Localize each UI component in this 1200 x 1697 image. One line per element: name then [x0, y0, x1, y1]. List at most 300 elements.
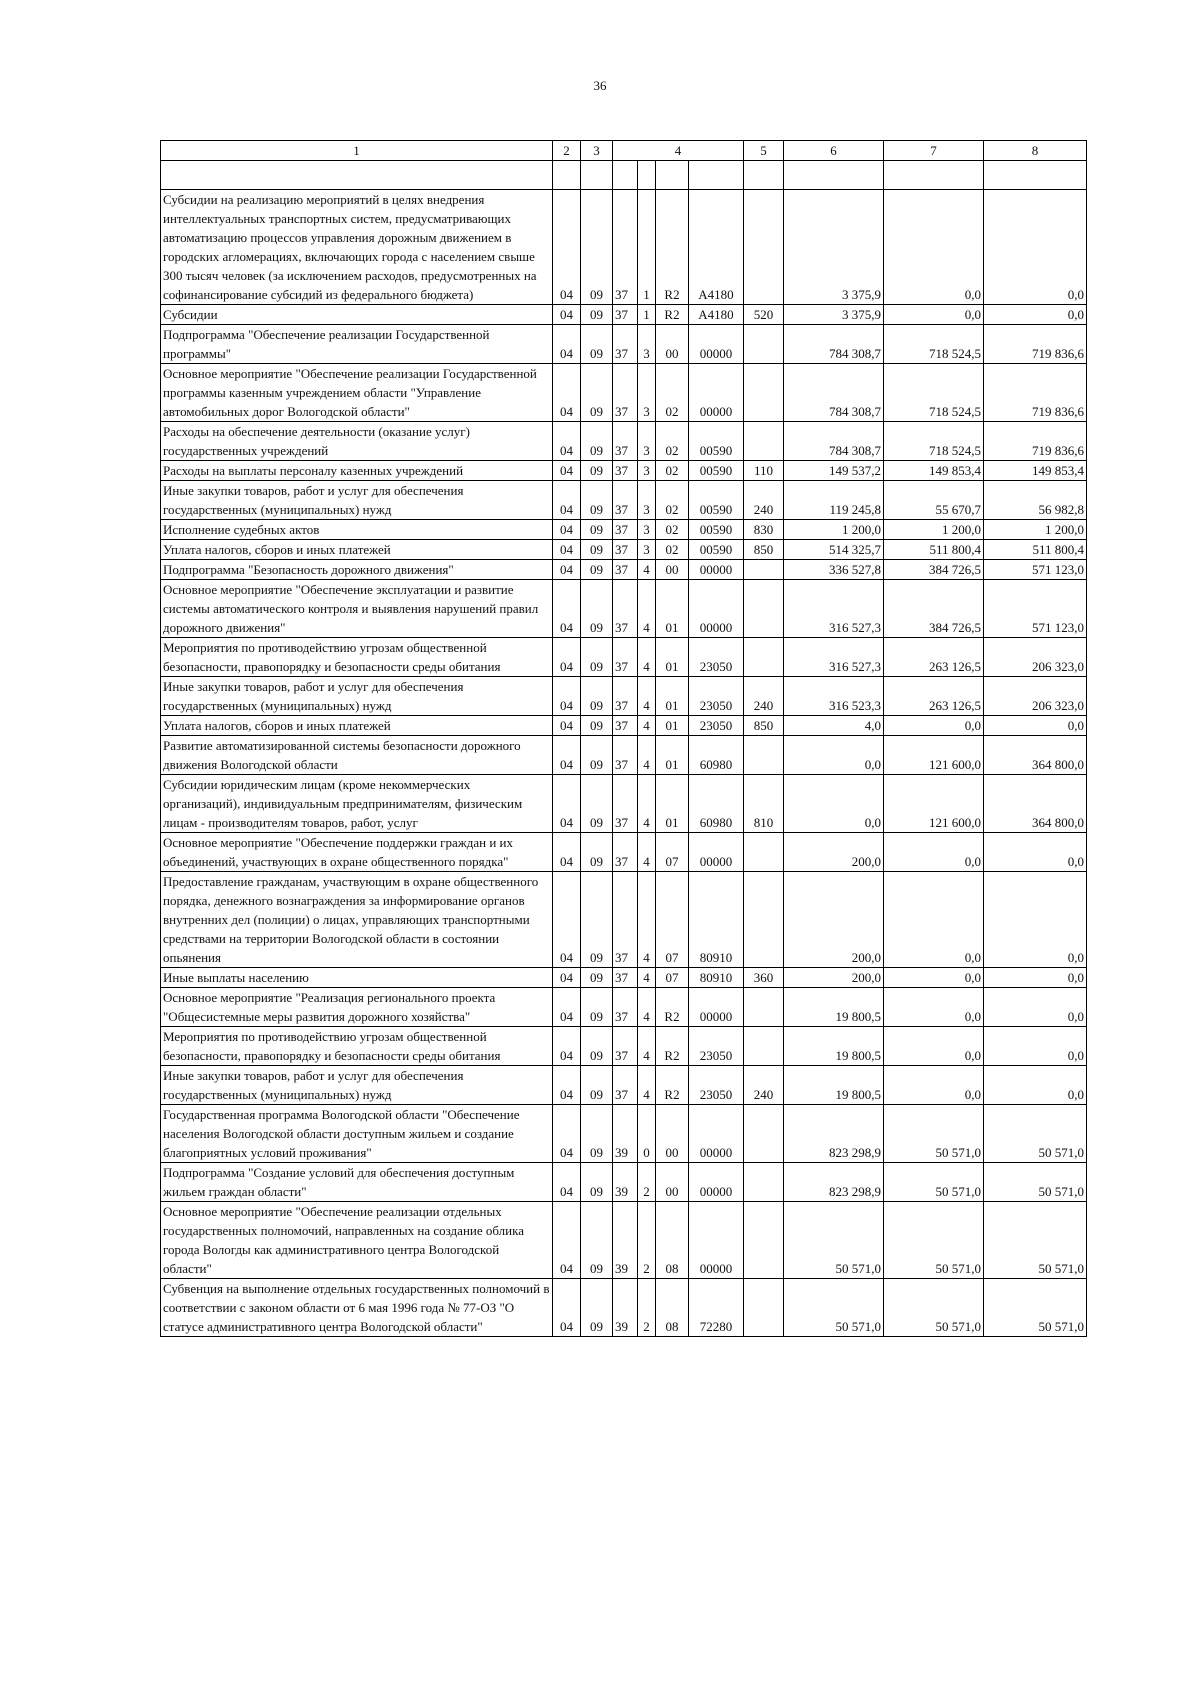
table-row — [161, 1202, 1087, 1279]
subsection-code-cell: 09 — [581, 580, 613, 638]
amount-col6-cell: 336 527,8 — [784, 560, 884, 580]
target-article-program-cell: 37 — [613, 1027, 638, 1066]
section-code-cell: 04 — [553, 190, 581, 305]
amount-col8-cell: 50 571,0 — [984, 1279, 1087, 1337]
amount-col6-cell: 0,0 — [784, 736, 884, 775]
section-code-cell: 04 — [553, 1105, 581, 1163]
target-article-measure-cell: 01 — [656, 775, 689, 833]
target-article-direction-cell: A4180 — [689, 305, 744, 325]
subsection-code-cell: 09 — [581, 638, 613, 677]
target-article-subprogram-cell: 3 — [638, 461, 656, 481]
expense-type-cell: 240 — [744, 677, 784, 716]
table-body — [161, 161, 1087, 1337]
header-col-5: 5 — [744, 141, 784, 161]
amount-col7-cell: 511 800,4 — [884, 540, 984, 560]
desc-cell: Иные закупки товаров, работ и услуг для обеспечения государственных (муниципальных) нужд — [161, 677, 553, 716]
table-row — [161, 520, 1087, 540]
amount-col8-cell — [984, 161, 1087, 190]
target-article-subprogram-cell: 3 — [638, 422, 656, 461]
desc-cell: Расходы на выплаты персоналу казенных учреждений — [161, 461, 553, 481]
amount-col6-cell: 200,0 — [784, 833, 884, 872]
target-article-direction-cell: 00000 — [689, 1202, 744, 1279]
header-col-6: 6 — [784, 141, 884, 161]
target-article-measure-cell: 01 — [656, 716, 689, 736]
section-code-cell: 04 — [553, 560, 581, 580]
section-code-cell: 04 — [553, 775, 581, 833]
desc-cell: Государственная программа Вологодской области "Обеспечение населения Вологодской области доступным жильем и создание благоприятных условий проживания" — [161, 1105, 553, 1163]
target-article-direction-cell: A4180 — [689, 190, 744, 305]
budget-table — [160, 140, 1087, 1337]
section-code-cell: 04 — [553, 422, 581, 461]
amount-col6-cell: 316 527,3 — [784, 580, 884, 638]
subsection-code-cell: 09 — [581, 988, 613, 1027]
expense-type-cell: 110 — [744, 461, 784, 481]
table-row — [161, 190, 1087, 305]
table-row — [161, 736, 1087, 775]
expense-type-cell — [744, 364, 784, 422]
target-article-subprogram-cell: 4 — [638, 638, 656, 677]
target-article-direction-cell: 00000 — [689, 1105, 744, 1163]
amount-col7-cell: 55 670,7 — [884, 481, 984, 520]
amount-col8-cell: 206 323,0 — [984, 638, 1087, 677]
desc-cell: Основное мероприятие "Обеспечение поддержки граждан и их объединений, участвующих в охране общественного порядка" — [161, 833, 553, 872]
amount-col7-cell: 0,0 — [884, 716, 984, 736]
amount-col7-cell: 121 600,0 — [884, 775, 984, 833]
subsection-code-cell: 09 — [581, 190, 613, 305]
target-article-program-cell: 37 — [613, 305, 638, 325]
desc-cell: Субсидии юридическим лицам (кроме некоммерческих организаций), индивидуальным предпринимателям, физическим лицам - производителям товаров, работ, услуг — [161, 775, 553, 833]
desc-cell: Мероприятия по противодействию угрозам общественной безопасности, правопорядку и безопасности среды обитания — [161, 1027, 553, 1066]
amount-col7-cell: 121 600,0 — [884, 736, 984, 775]
amount-col7-cell: 50 571,0 — [884, 1279, 984, 1337]
amount-col8-cell: 50 571,0 — [984, 1202, 1087, 1279]
section-code-cell: 04 — [553, 1163, 581, 1202]
section-code-cell: 04 — [553, 1279, 581, 1337]
amount-col6-cell: 200,0 — [784, 872, 884, 968]
desc-cell: Подпрограмма "Безопасность дорожного движения" — [161, 560, 553, 580]
target-article-direction-cell: 23050 — [689, 716, 744, 736]
subsection-code-cell: 09 — [581, 1066, 613, 1105]
amount-col8-cell: 719 836,6 — [984, 325, 1087, 364]
table-row — [161, 364, 1087, 422]
amount-col8-cell: 0,0 — [984, 1066, 1087, 1105]
amount-col6-cell: 784 308,7 — [784, 325, 884, 364]
target-article-program-cell — [613, 161, 638, 190]
table-row — [161, 1163, 1087, 1202]
expense-type-cell — [744, 1105, 784, 1163]
table-row — [161, 481, 1087, 520]
header-col-1: 1 — [161, 141, 553, 161]
target-article-program-cell: 39 — [613, 1105, 638, 1163]
header-col-3: 3 — [581, 141, 613, 161]
table-row — [161, 677, 1087, 716]
subsection-code-cell: 09 — [581, 422, 613, 461]
amount-col8-cell: 149 853,4 — [984, 461, 1087, 481]
expense-type-cell — [744, 422, 784, 461]
target-article-direction-cell: 23050 — [689, 638, 744, 677]
target-article-measure-cell: 02 — [656, 461, 689, 481]
header-col-8: 8 — [984, 141, 1087, 161]
subsection-code-cell: 09 — [581, 481, 613, 520]
amount-col8-cell: 364 800,0 — [984, 775, 1087, 833]
amount-col8-cell: 206 323,0 — [984, 677, 1087, 716]
target-article-measure-cell: 01 — [656, 638, 689, 677]
target-article-direction-cell: 60980 — [689, 736, 744, 775]
amount-col8-cell: 719 836,6 — [984, 422, 1087, 461]
target-article-subprogram-cell: 1 — [638, 305, 656, 325]
amount-col6-cell — [784, 161, 884, 190]
target-article-measure-cell: 07 — [656, 872, 689, 968]
amount-col8-cell: 50 571,0 — [984, 1163, 1087, 1202]
target-article-program-cell: 37 — [613, 968, 638, 988]
section-code-cell: 04 — [553, 1066, 581, 1105]
table-row — [161, 1027, 1087, 1066]
expense-type-cell — [744, 872, 784, 968]
target-article-measure-cell: 01 — [656, 736, 689, 775]
amount-col7-cell: 263 126,5 — [884, 638, 984, 677]
subsection-code-cell: 09 — [581, 968, 613, 988]
target-article-subprogram-cell: 4 — [638, 775, 656, 833]
amount-col8-cell: 0,0 — [984, 1027, 1087, 1066]
amount-col8-cell: 56 982,8 — [984, 481, 1087, 520]
amount-col6-cell: 823 298,9 — [784, 1105, 884, 1163]
target-article-measure-cell: R2 — [656, 190, 689, 305]
target-article-measure-cell: 01 — [656, 677, 689, 716]
expense-type-cell — [744, 1279, 784, 1337]
section-code-cell: 04 — [553, 540, 581, 560]
header-col-2: 2 — [553, 141, 581, 161]
target-article-program-cell: 37 — [613, 833, 638, 872]
amount-col8-cell: 571 123,0 — [984, 580, 1087, 638]
table-row — [161, 422, 1087, 461]
subsection-code-cell: 09 — [581, 677, 613, 716]
desc-cell: Основное мероприятие "Обеспечение реализации отдельных государственных полномочий, направленных на создание облика города Вологды как административного центра Вологодской области" — [161, 1202, 553, 1279]
amount-col7-cell: 149 853,4 — [884, 461, 984, 481]
amount-col7-cell: 0,0 — [884, 1027, 984, 1066]
expense-type-cell — [744, 736, 784, 775]
amount-col6-cell: 50 571,0 — [784, 1202, 884, 1279]
amount-col7-cell: 50 571,0 — [884, 1105, 984, 1163]
target-article-program-cell: 37 — [613, 520, 638, 540]
expense-type-cell — [744, 833, 784, 872]
expense-type-cell: 360 — [744, 968, 784, 988]
amount-col6-cell: 316 527,3 — [784, 638, 884, 677]
subsection-code-cell: 09 — [581, 775, 613, 833]
section-code-cell: 04 — [553, 677, 581, 716]
target-article-subprogram-cell: 4 — [638, 560, 656, 580]
target-article-measure-cell: 02 — [656, 364, 689, 422]
target-article-direction-cell: 00000 — [689, 364, 744, 422]
amount-col7-cell: 0,0 — [884, 305, 984, 325]
desc-cell: Уплата налогов, сборов и иных платежей — [161, 716, 553, 736]
target-article-measure-cell: R2 — [656, 1066, 689, 1105]
target-article-measure-cell: 08 — [656, 1202, 689, 1279]
subsection-code-cell: 09 — [581, 305, 613, 325]
amount-col6-cell: 19 800,5 — [784, 1027, 884, 1066]
amount-col7-cell — [884, 161, 984, 190]
desc-cell: Основное мероприятие "Реализация регионального проекта "Общесистемные меры развития дорожного хозяйства" — [161, 988, 553, 1027]
desc-cell: Субсидии на реализацию мероприятий в целях внедрения интеллектуальных транспортных систем, предусматривающих автоматизацию процессов управления дорожным движением в городских агломерациях, включающих города с населением свыше 300 тысяч человек (за исключением расходов, предусмотренных на софинансирование субсидий из федерального бюджета) — [161, 190, 553, 305]
target-article-subprogram-cell: 2 — [638, 1163, 656, 1202]
target-article-program-cell: 37 — [613, 580, 638, 638]
subsection-code-cell: 09 — [581, 1202, 613, 1279]
target-article-measure-cell: 02 — [656, 481, 689, 520]
subsection-code-cell: 09 — [581, 560, 613, 580]
target-article-subprogram-cell: 3 — [638, 481, 656, 520]
amount-col7-cell: 0,0 — [884, 988, 984, 1027]
expense-type-cell — [744, 1202, 784, 1279]
amount-col7-cell: 0,0 — [884, 190, 984, 305]
desc-cell: Мероприятия по противодействию угрозам общественной безопасности, правопорядку и безопасности среды обитания — [161, 638, 553, 677]
target-article-subprogram-cell: 2 — [638, 1202, 656, 1279]
target-article-subprogram-cell: 4 — [638, 1066, 656, 1105]
expense-type-cell — [744, 1163, 784, 1202]
target-article-direction-cell: 23050 — [689, 1027, 744, 1066]
subsection-code-cell: 09 — [581, 364, 613, 422]
target-article-subprogram-cell: 4 — [638, 716, 656, 736]
expense-type-cell: 810 — [744, 775, 784, 833]
target-article-measure-cell: R2 — [656, 988, 689, 1027]
section-code-cell: 04 — [553, 305, 581, 325]
expense-type-cell — [744, 1027, 784, 1066]
target-article-direction-cell — [689, 161, 744, 190]
desc-cell: Предоставление гражданам, участвующим в охране общественного порядка, денежного вознаграждения за информирование органов внутренних дел (полиции) о лицах, управляющих транспортными средствами на территории Вологодской области в состоянии опьянения — [161, 872, 553, 968]
expense-type-cell — [744, 190, 784, 305]
section-code-cell: 04 — [553, 716, 581, 736]
amount-col7-cell: 718 524,5 — [884, 325, 984, 364]
amount-col7-cell: 1 200,0 — [884, 520, 984, 540]
table-row — [161, 461, 1087, 481]
table-row — [161, 638, 1087, 677]
subsection-code-cell: 09 — [581, 1105, 613, 1163]
table-row — [161, 305, 1087, 325]
target-article-program-cell: 37 — [613, 190, 638, 305]
subsection-code-cell: 09 — [581, 1279, 613, 1337]
target-article-program-cell: 37 — [613, 872, 638, 968]
amount-col8-cell: 0,0 — [984, 988, 1087, 1027]
target-article-subprogram-cell: 4 — [638, 736, 656, 775]
target-article-program-cell: 37 — [613, 988, 638, 1027]
expense-type-cell: 830 — [744, 520, 784, 540]
target-article-subprogram-cell: 3 — [638, 325, 656, 364]
table-row — [161, 775, 1087, 833]
target-article-program-cell: 37 — [613, 716, 638, 736]
header-col-4: 4 — [613, 141, 744, 161]
desc-cell: Субсидии — [161, 305, 553, 325]
target-article-direction-cell: 72280 — [689, 1279, 744, 1337]
target-article-subprogram-cell: 4 — [638, 968, 656, 988]
amount-col6-cell: 50 571,0 — [784, 1279, 884, 1337]
section-code-cell: 04 — [553, 481, 581, 520]
amount-col6-cell: 200,0 — [784, 968, 884, 988]
amount-col6-cell: 119 245,8 — [784, 481, 884, 520]
table-row — [161, 968, 1087, 988]
target-article-measure-cell — [656, 161, 689, 190]
amount-col7-cell: 718 524,5 — [884, 422, 984, 461]
desc-cell: Исполнение судебных актов — [161, 520, 553, 540]
amount-col8-cell: 0,0 — [984, 305, 1087, 325]
amount-col8-cell: 50 571,0 — [984, 1105, 1087, 1163]
amount-col7-cell: 0,0 — [884, 968, 984, 988]
amount-col6-cell: 823 298,9 — [784, 1163, 884, 1202]
amount-col8-cell: 0,0 — [984, 968, 1087, 988]
section-code-cell: 04 — [553, 988, 581, 1027]
target-article-direction-cell: 00590 — [689, 520, 744, 540]
desc-cell: Уплата налогов, сборов и иных платежей — [161, 540, 553, 560]
table-row — [161, 833, 1087, 872]
desc-cell: Расходы на обеспечение деятельности (оказание услуг) государственных учреждений — [161, 422, 553, 461]
section-code-cell: 04 — [553, 1202, 581, 1279]
amount-col7-cell: 263 126,5 — [884, 677, 984, 716]
target-article-subprogram-cell: 4 — [638, 988, 656, 1027]
target-article-measure-cell: 08 — [656, 1279, 689, 1337]
target-article-subprogram-cell: 3 — [638, 540, 656, 560]
target-article-direction-cell: 80910 — [689, 872, 744, 968]
target-article-subprogram-cell: 4 — [638, 1027, 656, 1066]
expense-type-cell — [744, 161, 784, 190]
target-article-direction-cell: 00000 — [689, 988, 744, 1027]
target-article-program-cell: 37 — [613, 481, 638, 520]
expense-type-cell — [744, 638, 784, 677]
target-article-program-cell: 37 — [613, 461, 638, 481]
amount-col8-cell: 364 800,0 — [984, 736, 1087, 775]
table-row — [161, 872, 1087, 968]
amount-col6-cell: 514 325,7 — [784, 540, 884, 560]
subsection-code-cell: 09 — [581, 520, 613, 540]
target-article-direction-cell: 00590 — [689, 461, 744, 481]
amount-col6-cell: 0,0 — [784, 775, 884, 833]
target-article-direction-cell: 00590 — [689, 422, 744, 461]
target-article-direction-cell: 60980 — [689, 775, 744, 833]
section-code-cell — [553, 161, 581, 190]
amount-col7-cell: 718 524,5 — [884, 364, 984, 422]
amount-col6-cell: 1 200,0 — [784, 520, 884, 540]
amount-col6-cell: 784 308,7 — [784, 364, 884, 422]
target-article-measure-cell: 02 — [656, 520, 689, 540]
amount-col8-cell: 0,0 — [984, 716, 1087, 736]
desc-cell: Подпрограмма "Обеспечение реализации Государственной программы" — [161, 325, 553, 364]
subsection-code-cell: 09 — [581, 736, 613, 775]
section-code-cell: 04 — [553, 325, 581, 364]
subsection-code-cell: 09 — [581, 872, 613, 968]
target-article-program-cell: 39 — [613, 1202, 638, 1279]
target-article-measure-cell: 02 — [656, 540, 689, 560]
amount-col8-cell: 511 800,4 — [984, 540, 1087, 560]
expense-type-cell: 240 — [744, 481, 784, 520]
amount-col8-cell: 1 200,0 — [984, 520, 1087, 540]
target-article-program-cell: 37 — [613, 1066, 638, 1105]
amount-col7-cell: 0,0 — [884, 1066, 984, 1105]
amount-col6-cell: 3 375,9 — [784, 190, 884, 305]
desc-cell: Иные выплаты населению — [161, 968, 553, 988]
target-article-subprogram-cell: 1 — [638, 190, 656, 305]
table-row — [161, 1279, 1087, 1337]
section-code-cell: 04 — [553, 833, 581, 872]
target-article-program-cell: 37 — [613, 422, 638, 461]
table-row — [161, 1105, 1087, 1163]
expense-type-cell — [744, 560, 784, 580]
table-row — [161, 988, 1087, 1027]
desc-cell: Основное мероприятие "Обеспечение реализации Государственной программы казенным учреждением области "Управление автомобильных дорог Вологодской области" — [161, 364, 553, 422]
target-article-measure-cell: 00 — [656, 560, 689, 580]
target-article-program-cell: 37 — [613, 736, 638, 775]
amount-col6-cell: 149 537,2 — [784, 461, 884, 481]
target-article-program-cell: 37 — [613, 638, 638, 677]
desc-cell: Субвенция на выполнение отдельных государственных полномочий в соответствии с законом области от 6 мая 1996 года № 77-ОЗ "О статусе административного центра Вологодской области" — [161, 1279, 553, 1337]
desc-cell: Развитие автоматизированной системы безопасности дорожного движения Вологодской области — [161, 736, 553, 775]
section-code-cell: 04 — [553, 638, 581, 677]
target-article-program-cell: 37 — [613, 677, 638, 716]
table-row — [161, 325, 1087, 364]
table-row — [161, 1066, 1087, 1105]
amount-col7-cell: 50 571,0 — [884, 1163, 984, 1202]
amount-col6-cell: 19 800,5 — [784, 1066, 884, 1105]
section-code-cell: 04 — [553, 1027, 581, 1066]
desc-cell: Подпрограмма "Создание условий для обеспечения доступным жильем граждан области" — [161, 1163, 553, 1202]
target-article-measure-cell: 01 — [656, 580, 689, 638]
table-row — [161, 560, 1087, 580]
subsection-code-cell: 09 — [581, 716, 613, 736]
target-article-direction-cell: 00590 — [689, 481, 744, 520]
target-article-program-cell: 39 — [613, 1279, 638, 1337]
section-code-cell: 04 — [553, 461, 581, 481]
desc-cell: Иные закупки товаров, работ и услуг для обеспечения государственных (муниципальных) нужд — [161, 1066, 553, 1105]
target-article-measure-cell: 00 — [656, 1105, 689, 1163]
target-article-subprogram-cell: 3 — [638, 520, 656, 540]
target-article-direction-cell: 00000 — [689, 580, 744, 638]
target-article-subprogram-cell: 4 — [638, 872, 656, 968]
section-code-cell: 04 — [553, 580, 581, 638]
subsection-code-cell — [581, 161, 613, 190]
section-code-cell: 04 — [553, 364, 581, 422]
target-article-subprogram-cell: 4 — [638, 677, 656, 716]
target-article-direction-cell: 00590 — [689, 540, 744, 560]
expense-type-cell: 850 — [744, 716, 784, 736]
subsection-code-cell: 09 — [581, 1027, 613, 1066]
section-code-cell: 04 — [553, 736, 581, 775]
amount-col6-cell: 3 375,9 — [784, 305, 884, 325]
target-article-direction-cell: 80910 — [689, 968, 744, 988]
expense-type-cell — [744, 580, 784, 638]
target-article-program-cell: 37 — [613, 775, 638, 833]
header-col-7: 7 — [884, 141, 984, 161]
subsection-code-cell: 09 — [581, 1163, 613, 1202]
target-article-measure-cell: 00 — [656, 325, 689, 364]
target-article-direction-cell: 00000 — [689, 325, 744, 364]
section-code-cell: 04 — [553, 872, 581, 968]
subsection-code-cell: 09 — [581, 540, 613, 560]
amount-col6-cell: 316 523,3 — [784, 677, 884, 716]
amount-col8-cell: 0,0 — [984, 190, 1087, 305]
target-article-measure-cell: 07 — [656, 968, 689, 988]
amount-col6-cell: 19 800,5 — [784, 988, 884, 1027]
target-article-program-cell: 37 — [613, 560, 638, 580]
amount-col8-cell: 0,0 — [984, 872, 1087, 968]
expense-type-cell: 240 — [744, 1066, 784, 1105]
target-article-subprogram-cell — [638, 161, 656, 190]
table-header — [161, 141, 1087, 161]
amount-col7-cell: 384 726,5 — [884, 560, 984, 580]
table-row — [161, 716, 1087, 736]
target-article-measure-cell: 02 — [656, 422, 689, 461]
amount-col7-cell: 384 726,5 — [884, 580, 984, 638]
target-article-direction-cell: 00000 — [689, 1163, 744, 1202]
desc-cell: Основное мероприятие "Обеспечение эксплуатации и развитие системы автоматического контроля и выявления нарушений правил дорожного движения" — [161, 580, 553, 638]
target-article-program-cell: 37 — [613, 364, 638, 422]
target-article-program-cell: 37 — [613, 325, 638, 364]
desc-cell — [161, 161, 553, 190]
subsection-code-cell: 09 — [581, 833, 613, 872]
